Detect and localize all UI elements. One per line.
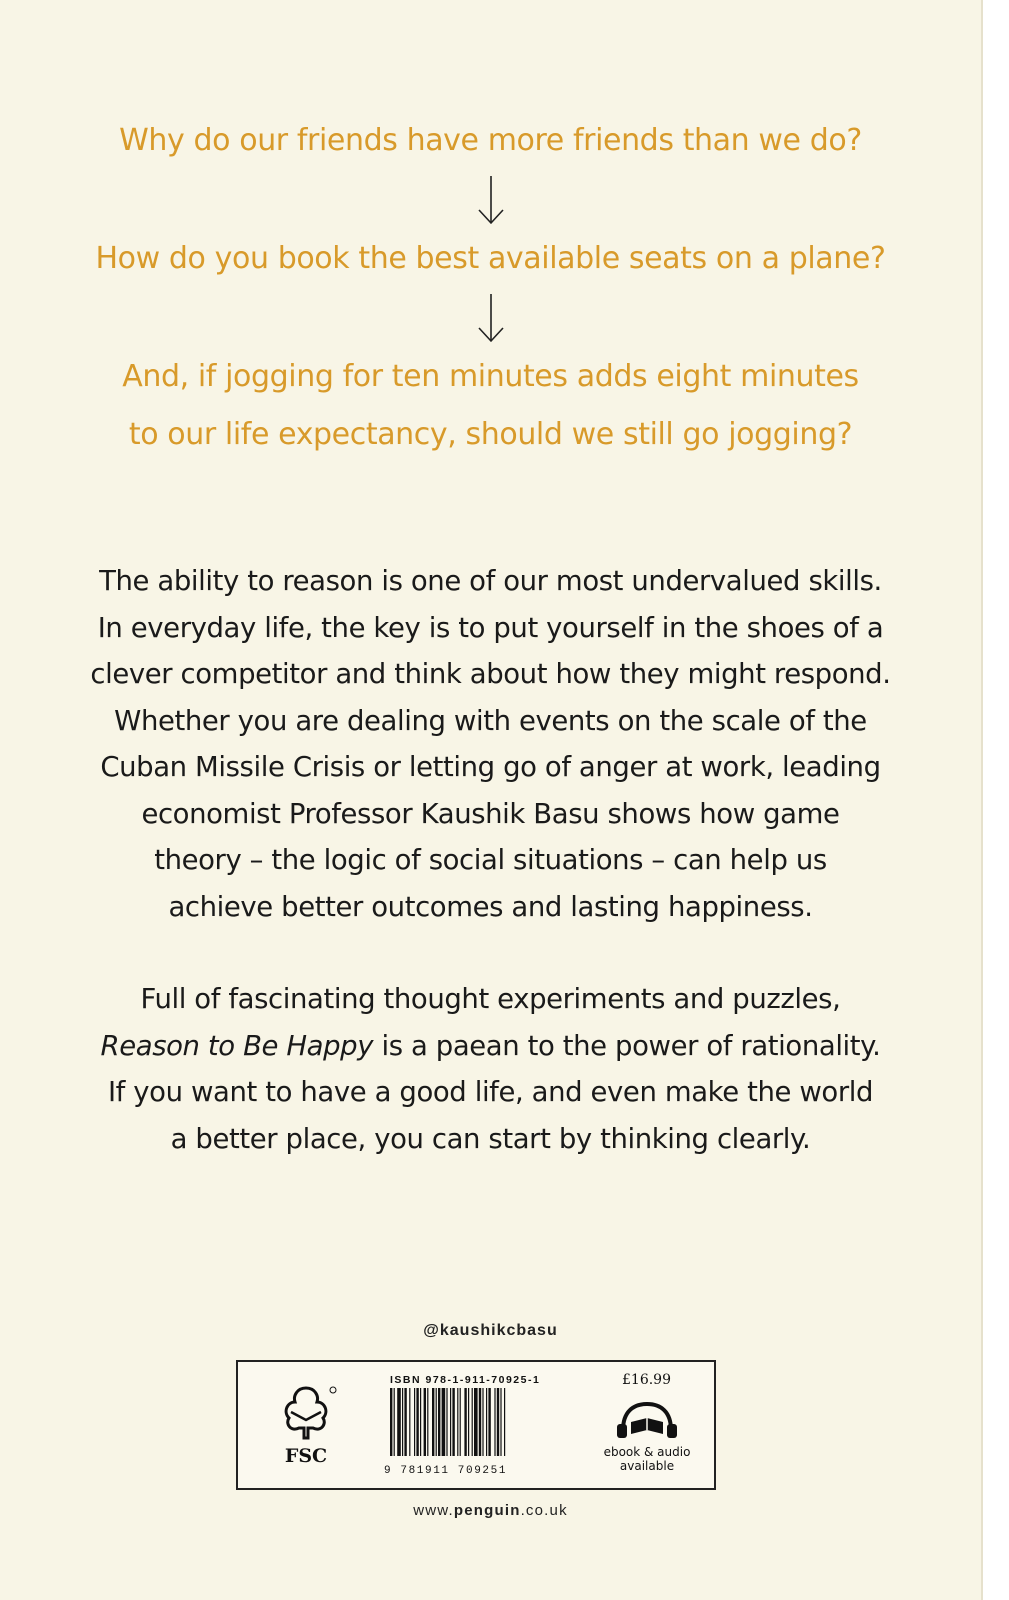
barcode-bar <box>464 1388 466 1456</box>
barcode-bar <box>424 1388 426 1456</box>
barcode-bar <box>500 1388 501 1456</box>
down-arrow-icon <box>476 292 506 344</box>
blurb-line: The ability to reason is one of our most undervalued skills. <box>99 565 882 597</box>
barcode-bar <box>402 1388 403 1456</box>
fsc-logo <box>266 1382 346 1467</box>
barcode-bar <box>416 1388 418 1456</box>
barcode-bar <box>457 1388 458 1456</box>
barcode-bar <box>450 1388 451 1456</box>
barcode-bar <box>479 1388 481 1456</box>
barcode-box <box>236 1360 716 1490</box>
barcode-digits: 9 781911 709251 <box>384 1465 508 1477</box>
fsc-tree-icon <box>271 1382 341 1440</box>
isbn-barcode <box>384 1374 564 1477</box>
blurb-line <box>40 1023 941 1070</box>
barcode-bar <box>438 1388 440 1456</box>
barcode-bar <box>397 1388 401 1456</box>
book-title: Reason to Be Happy <box>100 1029 374 1062</box>
blurb-line: achieve better outcomes and lasting happiness. <box>168 890 813 923</box>
url-brand: penguin <box>453 1502 521 1519</box>
barcode-bar <box>497 1388 499 1456</box>
isbn-text: ISBN 978-1-911-70925-1 <box>390 1374 541 1386</box>
barcode-bar <box>390 1388 392 1456</box>
blurb-line: a better place, you can start by thinking clearly. <box>170 1122 811 1155</box>
barcode-bar <box>436 1388 437 1456</box>
fsc-label: FSC <box>284 1445 328 1467</box>
barcode-bar <box>394 1388 395 1456</box>
question-chain <box>0 112 981 464</box>
ebook-label-line-2: available <box>619 1459 675 1473</box>
barcode-bar <box>488 1388 490 1456</box>
barcode-bar <box>468 1388 469 1456</box>
blurb-line: If you want to have a good life, and even make the world <box>107 1076 874 1108</box>
price: £16.99 <box>622 1372 671 1388</box>
blurb-line: Full of fascinating thought experiments and puzzles, <box>140 983 841 1015</box>
publisher-url <box>0 1502 981 1519</box>
url-suffix: .co.uk <box>520 1502 568 1519</box>
blurb-line: economist Professor Kaushik Basu shows how game <box>141 797 840 830</box>
blurb-line-rest: is a paean to the power of rationality. <box>373 1029 881 1062</box>
barcode-bar <box>414 1388 415 1456</box>
barcode-bar <box>504 1388 505 1456</box>
barcode-bar <box>486 1388 487 1456</box>
barcode-bar <box>460 1388 461 1456</box>
barcode-bar <box>442 1388 446 1456</box>
blurb-line: theory – the logic of social situations – can help us <box>154 844 827 876</box>
barcode-bar <box>472 1388 473 1456</box>
barcode-bar <box>432 1388 434 1456</box>
question-3-line-1: And, if jogging for ten minutes adds eight minutes <box>122 359 859 394</box>
down-arrow-icon <box>476 174 506 226</box>
blurb-line: Whether you are dealing with events on the scale of the <box>114 704 867 737</box>
ebook-audio-badge <box>592 1400 702 1473</box>
barcode-bar <box>494 1388 495 1456</box>
url-prefix: www. <box>413 1502 454 1519</box>
barcode-bar <box>446 1388 447 1456</box>
barcode-bar <box>427 1388 428 1456</box>
barcode-bar <box>452 1388 454 1456</box>
question-2: How do you book the best available seats on a plane? <box>95 241 886 276</box>
barcode-bar <box>482 1388 483 1456</box>
blurb-line: Cuban Missile Crisis or letting go of anger at work, leading <box>100 751 881 783</box>
headphones-book-icon <box>615 1400 679 1440</box>
barcode-bar <box>404 1388 406 1456</box>
barcode-bars <box>384 1386 554 1458</box>
barcode-bar <box>420 1388 421 1456</box>
ebook-label-line-1: ebook & audio <box>603 1445 691 1459</box>
blurb-line: In everyday life, the key is to put yourself in the shoes of a <box>97 611 884 644</box>
barcode-bar <box>474 1388 478 1456</box>
blurb-line: clever competitor and think about how they might respond. <box>90 658 891 690</box>
question-3-line-2: to our life expectancy, should we still go jogging? <box>128 417 853 452</box>
author-handle: @kaushikcbasu <box>423 1322 558 1339</box>
barcode-bar <box>409 1388 410 1456</box>
question-1: Why do our friends have more friends than we do? <box>119 123 862 158</box>
blurb-text <box>40 558 941 1162</box>
